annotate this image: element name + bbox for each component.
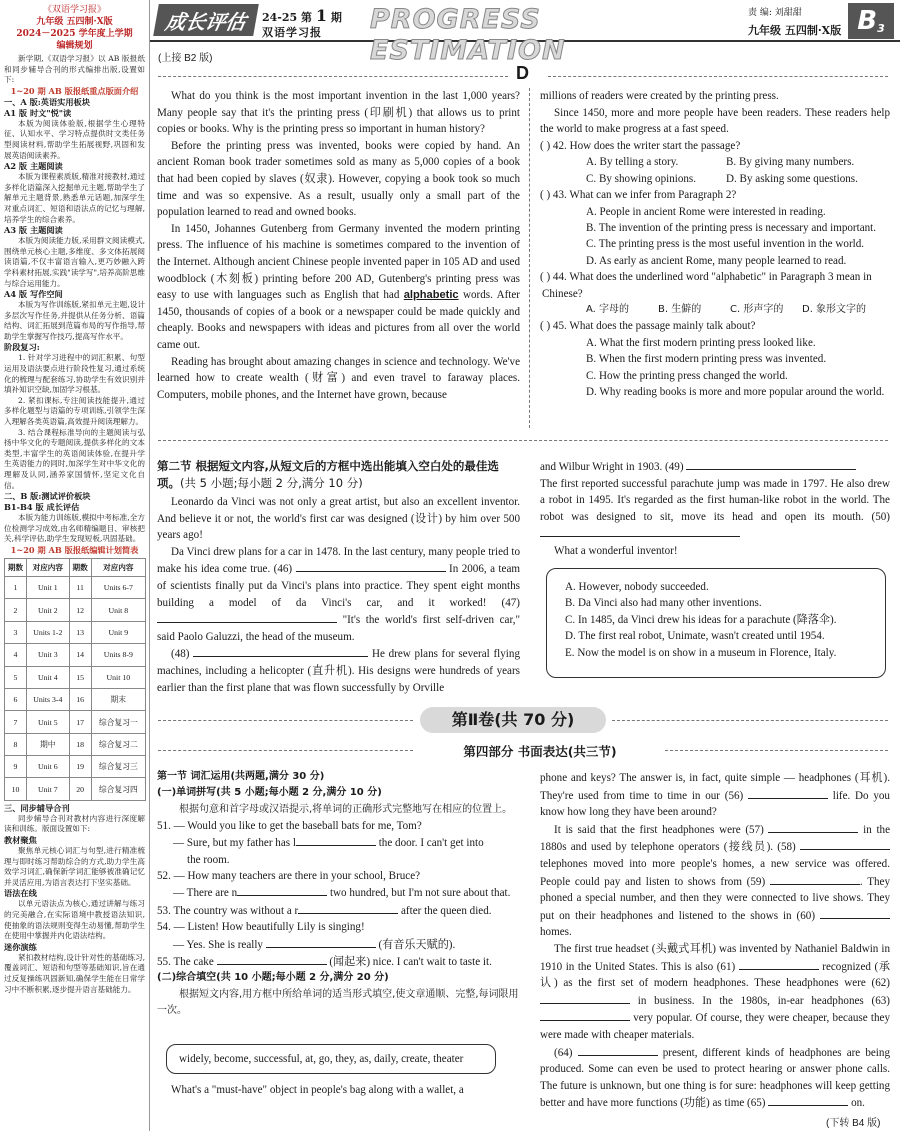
sidebar-intro: 新学期,《双语学习报》以 AB 版报纸和同步辅导合刊的形式编排出版,设置如下:: [4, 54, 145, 85]
schedule-cell: Units 6-7: [91, 576, 145, 598]
schedule-header-cell: 对应内容: [91, 558, 145, 576]
paper-name: 双语学习报: [262, 26, 322, 39]
schedule-cell: 19: [69, 756, 91, 778]
passage-left: [157, 88, 520, 403]
question-options: [540, 154, 892, 187]
box-option: D. The first real robot, Unimate, wasn't created until 1954.: [565, 630, 825, 643]
item-text: 51. — Would you like to get the baseball bats for me, Tom?: [157, 819, 422, 832]
sidebar-section-c: 三、同步辅导合刊: [4, 802, 70, 813]
schedule-cell: 11: [69, 576, 91, 598]
schedule-cell: 20: [69, 778, 91, 800]
schedule-cell: Units 3-4: [27, 688, 70, 710]
vocab-section: [157, 769, 522, 1019]
item-text: 52. — How many teachers are there in your school, Bruce?: [157, 870, 421, 883]
questions-42-45: [540, 138, 892, 401]
sidebar-red-heading: 1~20 期 AB 版报纸重点版面介绍: [10, 85, 139, 96]
answer-blank-56[interactable]: [748, 787, 828, 799]
schedule-cell: Unit 5: [27, 711, 70, 733]
question-stem: ( ) 42. How does the writer start the passage?: [540, 140, 741, 152]
answer-option[interactable]: B. When the first modern printing press was invented.: [586, 353, 827, 366]
passage-paragraph: [157, 544, 520, 646]
answer-option[interactable]: C. 形声字的: [730, 304, 784, 316]
part-2-banner: 第Ⅱ卷(共 70 分): [420, 707, 606, 733]
question-stem: ( ) 43. What can we infer from Paragraph 2?: [540, 189, 737, 202]
answer-option[interactable]: A. What the first modern printing press looked like.: [586, 336, 816, 349]
item-text: — There are n: [173, 887, 238, 900]
answer-blank-63[interactable]: [540, 1009, 630, 1021]
passage-text: present, different kinds of headphones are being produced. Some can even be used to protect hearing or answer phone calls. The future is unknown, but one thing is for sure: headphones will keep getting better and have more functions (功能) as time (65): [540, 1046, 890, 1110]
answer-option[interactable]: C. The printing press is the most useful invention in the world.: [586, 238, 865, 251]
item-53: [157, 902, 522, 919]
section-2-left: [157, 458, 520, 696]
passage-paragraph: Reading has brought about amazing changes in science and technology. We've learned how to create wealth (财富) and even travel to faraway places. Computers, mobile phones, and the Internet have grown, because: [157, 355, 520, 401]
sidebar-b-title: B1-B4 版 成长评估: [4, 502, 80, 513]
item-text: 54. — Listen! How beautifully Lily is singing!: [157, 921, 365, 934]
item-text: — Sure, but my father has l: [173, 837, 296, 850]
item-text: the door. I can't get into: [378, 837, 484, 850]
spelling-instruction: 根据句意和首字母或汉语提示,将单词的正确形式完整地写在相应的位置上。: [179, 803, 513, 815]
answer-blank-61[interactable]: [739, 958, 819, 970]
item-text: (有音乐天赋的).: [378, 938, 456, 951]
sidebar-a4-title: A4 版 写作空间: [4, 289, 63, 300]
answer-option[interactable]: B. The invention of the printing press is necessary and important.: [586, 222, 877, 235]
passage-text: words. After 1450, thousands of copies of a book or a newspaper could be made quickly and cheaply. Books and newspapers with ideas and pictures from all over the world came out.: [157, 289, 520, 351]
passage-paragraph: [540, 770, 890, 821]
cloze-passage-start: What's a "must-have" object in people's bag along with a wallet, a: [171, 1084, 464, 1096]
schedule-cell: Units 8-9: [91, 644, 145, 666]
section-1-title: 第一节 词汇运用(共两题,满分 30 分): [157, 771, 325, 782]
answer-blank-52[interactable]: [237, 884, 327, 896]
issue-number: [262, 6, 342, 25]
box-option: B. Da Vinci also had many other inventions.: [565, 597, 762, 610]
schedule-cell: 期中: [27, 733, 70, 755]
sidebar-jc-title: 教材聚焦: [4, 835, 37, 846]
answer-option[interactable]: D. As early as ancient Rome, many people learned to read.: [586, 254, 847, 267]
passage-paragraph: [540, 941, 890, 1044]
passage-text: in the 1880s and used by telephone operators (接线员). (58): [540, 823, 890, 854]
schedule-cell: Unit 6: [27, 756, 70, 778]
passage-text: "It's the world's first self-driven car," said Paolo Galuzzi, the head of the museum.: [157, 614, 521, 643]
schedule-header-cell: 对应内容: [27, 558, 70, 576]
schedule-cell: 综合复习四: [91, 778, 145, 800]
passage-paragraph: [157, 221, 520, 354]
spelling-title: (一)单词拼写(共 5 小题;每小题 2 分,满分 10 分): [157, 787, 382, 799]
passage-text: The first reported successful parachute jump was made in 1797. He also drew a robot in 1495. It's regarded as the first human-like robot in the world. The robot was designed to sit, move its head and open its mouth. (50): [540, 477, 890, 523]
schedule-cell: 3: [5, 621, 27, 643]
passage-paragraph: Leonardo da Vinci was not only a great artist, but also an excellent inventor. And believe it or not, the world's first car was designed (设计) by him over 500 years ago!: [157, 496, 520, 542]
schedule-cell: Unit 4: [27, 666, 70, 688]
issue-prefix: 24-25 第: [262, 11, 313, 24]
item-54: [157, 919, 522, 953]
page-badge: [848, 3, 894, 39]
schedule-row: [5, 756, 146, 778]
answer-blank-62[interactable]: [540, 992, 630, 1004]
schedule-cell: 14: [69, 644, 91, 666]
section-2-right: [540, 458, 890, 560]
passage-text: (64): [554, 1046, 573, 1059]
schedule-row: [5, 733, 146, 755]
schedule-row: [5, 778, 146, 800]
section-2-title: [157, 458, 520, 492]
answer-blank-54[interactable]: [266, 936, 376, 948]
schedule-row: [5, 711, 146, 733]
sidebar-yf-text: 以单元语法点为核心,通过讲解与练习的完美融合,在实际语境中教授语法知识,使抽象的语法规则变得生动易懂,帮助学生在使用中掌握并内化语法结构。: [4, 899, 145, 941]
word-bank-box: widely, become, successful, at, go, they, as, daily, create, theater: [166, 1044, 496, 1074]
answer-option[interactable]: D. By asking some questions.: [726, 172, 858, 185]
item-text: the room.: [187, 853, 230, 866]
passage-text: homes.: [540, 926, 572, 939]
answer-blank-59[interactable]: [770, 873, 860, 885]
passage-text: life. Do you know how long they have been around?: [540, 789, 890, 819]
issue-suffix: 期: [330, 11, 342, 24]
item-text: two hundred, but I'm not sure about that.: [329, 887, 511, 900]
sidebar-section-a: 一、A 版:英语实用板块: [4, 96, 90, 107]
schedule-cell: 16: [69, 688, 91, 710]
passage-text: The first true headset (头戴式耳机) was invented by Nathaniel Baldwin in 1910 in the United States. This is also (61): [540, 942, 890, 973]
sidebar-jc-text: 聚焦单元核心词汇与句型,进行精准梳理与即时练习帮助综合的方式,助力学生高效学习词汇,确保新学词汇能够被准确记忆并灵活应用,为语言表达打下坚实基础。: [4, 846, 145, 887]
passage-paragraph: Since 1450, more and more people have been readers. These readers help the world to make progress at a fast speed.: [540, 106, 890, 136]
sidebar-a1-text: 本版为阅读体验版,根据学生心理特征、认知水平、学习特点提供时文类任务型阅读材料,帮助学生拓展视野,巩固和发展英语阅读素养。: [4, 118, 145, 160]
grade-edition: 九年级 五四制·X版: [748, 24, 842, 37]
schedule-row: [5, 644, 146, 666]
passage-paragraph: [157, 645, 520, 696]
divider-line: [548, 76, 888, 77]
progress-banner: PROGRESS ESTIMATION: [370, 4, 566, 66]
answer-option[interactable]: B. By giving many numbers.: [726, 156, 855, 169]
passage-text: . They phoned a special number, and then they were connected to live shows. They put on their headphones and listened to the shows in (60): [540, 875, 891, 922]
column-divider: [529, 88, 530, 428]
passage-paragraph: [540, 1044, 890, 1112]
sidebar-a3-title: A3 版 主题阅读: [4, 225, 63, 236]
schedule-cell: Unit 9: [91, 621, 145, 643]
sidebar-phase-1: 1. 针对学习进程中的词汇积累、句型运用及语法要点进行阶段性复习,通过系统化的梳理与配套练习,协助学生有效识别并填补知识空缺,加固学习根基。: [4, 353, 145, 395]
badge-number: 3: [877, 21, 885, 35]
schedule-row: [5, 576, 146, 598]
divider-line: [158, 750, 413, 751]
continued-from: (上接 B2 版): [158, 53, 213, 64]
answer-blank-48[interactable]: [193, 645, 368, 657]
answer-option[interactable]: A. People in ancient Rome were interested in reading.: [586, 205, 826, 218]
answer-option[interactable]: C. By showing opinions.: [586, 172, 697, 185]
question-stem: ( ) 45. What does the passage mainly talk about?: [540, 320, 756, 333]
question-options: [540, 302, 892, 318]
cloze-passage-right: [540, 770, 890, 1112]
passage-paragraph: What do you think is the most important invention in the last 1,000 years? Many people say that it's the printing press (印刷机) that allows us to print copies or books. Why is the printing press so important in human history?: [157, 90, 520, 136]
passage-text: and Wilbur Wright in 1903. (49): [540, 461, 684, 473]
answer-blank-64[interactable]: [578, 1044, 658, 1056]
item-55: [157, 953, 522, 970]
schedule-row: [5, 688, 146, 710]
passage-text: in business. In the 1980s, in-ear headphones (63): [637, 994, 890, 1007]
schedule-cell: Unit 8: [91, 599, 145, 621]
answer-blank-53[interactable]: [298, 902, 398, 914]
cloze-instruction: 根据短文内容,用方框中所给单词的适当形式填空,使文章通顺、完整,每词限用一次。: [157, 988, 519, 1016]
sidebar-a2-title: A2 版 主题阅读: [4, 161, 63, 172]
passage-text: It is said that the first headphones were (57): [554, 823, 764, 836]
schedule-cell: 6: [5, 688, 27, 710]
schedule-cell: 4: [5, 644, 27, 666]
answer-blank-57[interactable]: [768, 821, 858, 833]
passage-text: (48): [171, 648, 190, 661]
item-51: [157, 818, 522, 868]
answer-option[interactable]: C. How the printing press changed the world.: [586, 369, 788, 382]
sidebar-wc-text: 紧扣教材结构,设计针对性的基础练习,覆盖词汇、短语和句型等基础知识,旨在通过反复操练巩固新知,确保学生能在日常学习中不断积累,逐步提升语言基础能力。: [4, 952, 145, 994]
passage-text: In 2006, a team of scientists finally put da Vinci's plans into practice. They spent eight months building a model of da Vinci's car, and it worked! (47): [157, 563, 520, 609]
passage-text: He drew plans for several flying machines, including a helicopter (直升机). His designs were hundreds of years earlier than the first plane that was flown successfully by Orville: [157, 648, 520, 694]
answer-option[interactable]: A. 字母的: [586, 304, 630, 316]
schedule-cell: 综合复习二: [91, 733, 145, 755]
passage-text: very popular. Of course, they were cheaper, because they were made with cheaper materials.: [540, 1012, 890, 1041]
schedule-cell: Unit 10: [91, 666, 145, 688]
section-2-passage: [157, 494, 520, 696]
answer-blank-49[interactable]: [686, 458, 856, 470]
box-option: E. Now the model is on show in a museum in Florence, Italy.: [565, 646, 837, 659]
item-52: [157, 868, 522, 902]
answer-option[interactable]: B. 生僻的: [658, 304, 702, 316]
section-2-score: (共 5 小题;每小题 2 分,满分 10 分): [180, 476, 363, 490]
sidebar-c-text: 同步辅导合刊对教材内容进行深度解读和训练。版面设置如下:: [4, 813, 145, 834]
schedule-row: [5, 621, 146, 643]
sidebar-head: [0, 4, 149, 52]
question-options: [540, 204, 892, 270]
schedule-cell: Units 1-2: [27, 621, 70, 643]
answer-blank-50[interactable]: [540, 525, 740, 537]
passage-paragraph: What a wonderful inventor!: [554, 544, 678, 557]
passage-text: recognized (承认) as the first set of modern headphones. These headphones were (62): [540, 960, 890, 990]
schedule-cell: 17: [69, 711, 91, 733]
schedule-cell: 8: [5, 733, 27, 755]
answer-blank-60[interactable]: [820, 907, 890, 919]
schedule-cell: 综合复习三: [91, 756, 145, 778]
schedule-cell: Unit 2: [27, 599, 70, 621]
continued-to: (下转 B4 版): [826, 1118, 881, 1129]
question-stem: ( ) 44. What does the underlined word "alphabetic" in Paragraph 3 mean in Chinese?: [540, 271, 872, 300]
answer-blank-58[interactable]: [800, 838, 890, 850]
passage-paragraph: [540, 821, 890, 941]
sidebar-a3-text: 本版为阅读能力版,采用群文阅读模式,围绕单元核心主题,多维度、多文体拓展阅读语篇,不仅丰富语言输入,更巧妙融入跨学科素材拓展,实践"读学写",培养高阶思维与综合运用能力。: [4, 236, 145, 288]
passage-paragraph: [540, 476, 890, 543]
schedule-row: [5, 666, 146, 688]
divider-line: [665, 750, 888, 751]
sidebar-wc-title: 迷你演练: [4, 941, 37, 952]
answer-blank-51[interactable]: [296, 834, 376, 846]
schedule-cell: 9: [5, 756, 27, 778]
answer-option[interactable]: A. By telling a story.: [586, 156, 679, 169]
schedule-cell: 期末: [91, 688, 145, 710]
schedule-cell: 2: [5, 599, 27, 621]
passage-text: phone and keys? The answer is, in fact, quite simple — headphones (耳机). They're used from time to time in our (56): [540, 772, 890, 802]
sidebar-section-b: 二、B 版:测试评价板块: [4, 491, 91, 502]
underlined-word: alphabetic: [403, 289, 459, 302]
schedule-header-cell: 期数: [5, 558, 27, 576]
divider-line: [158, 440, 888, 441]
answer-blank-46[interactable]: [296, 560, 446, 572]
answer-blank-47[interactable]: [157, 611, 337, 623]
badge-letter: B: [857, 6, 878, 36]
sidebar-a4-text: 本版为写作训练版,紧扣单元主题,设计多层次写作任务,并提供从任务分析、语篇结构、词汇拓展到范篇布局的写作指导,帮助学生掌握写作技巧,提高写作水平。: [4, 300, 145, 341]
item-text: 55. The cake: [157, 956, 214, 969]
schedule-cell: 10: [5, 778, 27, 800]
divider-line: [158, 76, 508, 77]
passage-text: telephones moved into more people's homes, a new service was offered. People could pay and listen to shows from (59): [540, 857, 890, 888]
options-box: [546, 568, 886, 678]
schedule-cell: 1: [5, 576, 27, 598]
schedule-cell: 13: [69, 621, 91, 643]
answer-option[interactable]: D. Why reading books is more and more popular around the world.: [586, 386, 885, 399]
answer-option[interactable]: D. 象形文字的: [802, 304, 867, 316]
sidebar-phase-3: 3. 结合课程标准导向的主题阅读与弘扬中华文化的专题阅读,提供多样化的文本类型,丰富学生的英语阅读体验,在提升学生英语能力的同时,加深学生对中华文化的理解及认同,涵养家国情怀,坚定文化自信。: [4, 427, 145, 490]
sidebar-yf-title: 语法在线: [4, 888, 37, 899]
schedule-cell: 7: [5, 711, 27, 733]
passage-paragraph: Before the printing press was invented, books were copied by hand. An ancient Roman book trader sometimes sold as many as 5,000 copies of a book that had been copied by slaves (奴隶). However, copying a book took so much time and was so expensive. As a result, usually only a small part of the population learned to read and owned books.: [157, 139, 520, 219]
answer-blank-65[interactable]: [768, 1094, 848, 1106]
question-options: [540, 335, 892, 401]
cloze-title: (二)综合填空(共 10 小题;每小题 2 分,满分 20 分): [157, 972, 389, 984]
section-2-title-text: 第二节 根据短文内容,从短文后的方框中选出能填入空白处的最佳选项。: [157, 459, 499, 490]
passage-right: [540, 88, 890, 138]
schedule-cell: Unit 3: [27, 644, 70, 666]
issue-value: 1: [315, 6, 327, 25]
growth-logo: 成长评估: [153, 4, 259, 36]
schedule-cell: Unit 1: [27, 576, 70, 598]
schedule-cell: 5: [5, 666, 27, 688]
schedule-cell: 18: [69, 733, 91, 755]
sidebar-head-line: 2024－2025 学年度上学期: [16, 29, 133, 39]
sidebar-a1-title: A1 版 时文"悦"读: [4, 107, 72, 118]
schedule-cell: Unit 7: [27, 778, 70, 800]
editor-credit: 责 编: 刘甜甜: [748, 8, 802, 18]
schedule-header-cell: 期数: [69, 558, 91, 576]
divider-line: [158, 720, 413, 721]
section-letter: D: [516, 63, 529, 83]
sidebar-table-title: 1~20 期 AB 版报纸编辑计划简表: [10, 544, 139, 555]
sidebar-phase-title: 阶段复习:: [4, 342, 40, 353]
passage-paragraph: millions of readers were created by the printing press.: [540, 90, 779, 102]
item-text: (闻起来) nice. I can't wait to taste it.: [329, 956, 492, 969]
schedule-cell: 15: [69, 666, 91, 688]
schedule-row: [5, 599, 146, 621]
sidebar-head-line: 九年级 五四制·X版: [36, 17, 113, 27]
sidebar-head-line: 《双语学习报》: [42, 5, 106, 15]
passage-text: on.: [851, 1097, 865, 1110]
passage-text: Da Vinci drew plans for a car in 1478. In the last century, many people tried to make his idea come true. (46): [157, 545, 520, 576]
sidebar-head-line: 编辑规划: [56, 41, 93, 51]
item-text: — Yes. She is really: [173, 938, 263, 951]
schedule-cell: 12: [69, 599, 91, 621]
sidebar-a2-text: 本版为课程素质版,精准对接教材,通过多样化语篇深入挖掘单元主题,帮助学生了解单元主题背景,熟悉单元话题,加深学生对重点词汇、短语和语法点的记忆与理解,培养学生的综合素养。: [4, 172, 145, 224]
divider-line: [612, 720, 888, 721]
schedule-body: [5, 576, 146, 800]
answer-blank-55[interactable]: [217, 953, 327, 965]
sidebar-b-text: 本版为能力训练版,模拟中考标准,全方位检测学习成效,由名师精编题目、审核把关,科学评估,助学生发现短板,巩固基础。: [4, 513, 145, 544]
schedule-table: [4, 558, 146, 801]
schedule-cell: 综合复习一: [91, 711, 145, 733]
item-text: after the queen died.: [401, 904, 492, 917]
sidebar-phase-2: 2. 紧扣课标,专注阅读技能提升,通过多样化题型与语篇的专项训练,引领学生深入理解各类英语篇,高效提升阅读理解力。: [4, 395, 145, 427]
schedule-header-row: [5, 558, 146, 576]
box-option: A. However, nobody succeeded.: [565, 581, 709, 593]
box-option: C. In 1485, da Vinci drew his ideas for a parachute (降落伞).: [565, 613, 837, 626]
item-text: 53. The country was without a r: [157, 904, 299, 917]
part-4-title: 第四部分 书面表达(共三节): [463, 744, 617, 759]
passage-text: In 1450, Johannes Gutenberg from Germany invented the modern printing press. The influence of his machine is sometimes compared to the invention of the Internet. Although ancient Chinese people invented paper in 105 AD and used woodblock (木刻板) printing before 200 AD, Gutenberg's printing press was easy to use with languages such as English that had: [157, 222, 520, 302]
passage-paragraph: [540, 458, 890, 476]
sidebar: [0, 0, 150, 1131]
